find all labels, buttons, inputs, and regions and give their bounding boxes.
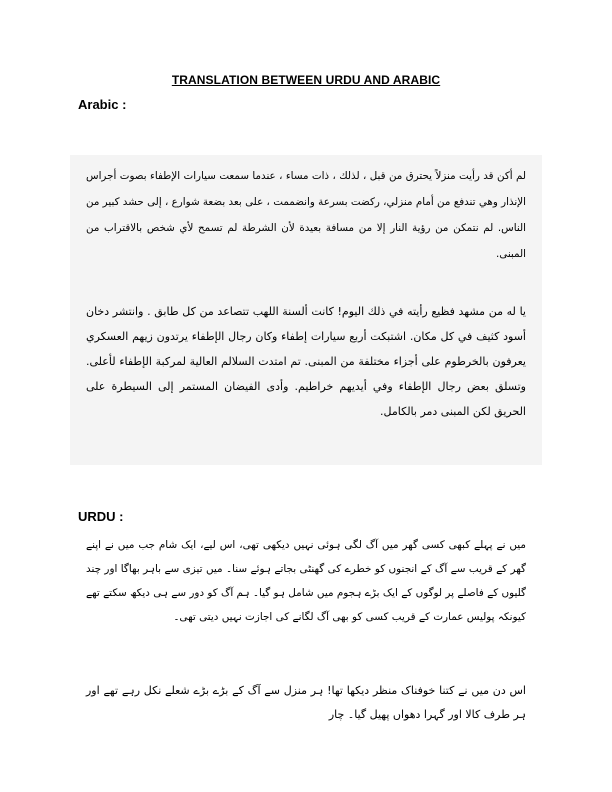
arabic-paragraph-2: يا له من مشهد فظيع رأيته في ذلك اليوم! كانت ألسنة اللهب تتصاعد من كل طابق . وانتشر دخان أسود كثيف في كل مكان. اشتبكت أربع سيارات إطفاء وكان رجال الإطفاء يرتدون زيهم العسكري يعرفون بالخرطوم على أجزاء مختلفة من المبنى. تم امتدت السلالم العالية لمركبة الإطفاء لأعلى. وتسلق بعض رجال الإطفاء وفي أيديهم خراطيم. وأدى الفيضان المستمر إلى السيطرة على الحريق لكن المبنى دمر بالكامل. bbox=[86, 305, 526, 418]
arabic-heading: Arabic : bbox=[78, 97, 127, 112]
urdu-paragraph-2: اس دن میں نے کتنا خوفناک منظر دیکھا تھا! ہر منزل سے آگ کے بڑے بڑے شعلے نکل رہے تھے اور ہر طرف کالا اور گہرا دھواں پھیل گیا۔ چار bbox=[86, 684, 526, 721]
arabic-paragraph-1: لم أكن قد رأيت منزلاً يحترق من قبل ، لذلك ، ذات مساء ، عندما سمعت سيارات الإطفاء بصوت أجراس الإنذار وهي تندفع من أمام منزلي، ركضت بسرعة وانضممت ، على بعد بضعة شوارع ، إلى حشد كبير من الناس. لم نتمكن من رؤية النار إلا من مسافة بعيدة لأن الشرطة لم تسمح لأي شخص بالاقتراب من المبنى. bbox=[86, 170, 526, 260]
urdu-heading: URDU : bbox=[78, 509, 124, 524]
urdu-paragraph-1: میں نے پہلے کبھی کسی گھر میں آگ لگی ہوئی نہیں دیکھی تھی، اس لیے، ایک شام جب میں نے اپنے گھر کے قریب سے آگ کے انجنوں کو خطرے کی گھنٹی بجاتے ہوئے سنا۔ میں تیزی سے باہر بھاگا اور چند گلیوں کے فاصلے پر لوگوں کے ایک بڑے ہجوم میں شامل ہو گیا۔ ہم آگ کو دور سے ہی دیکھ سکتے تھے کیونکہ پولیس عمارت کے قریب کسی کو بھی آگ لگانے کی اجازت نہیں دیتی تھی۔ bbox=[86, 539, 526, 623]
document-title: TRANSLATION BETWEEN URDU AND ARABIC bbox=[171, 73, 441, 87]
